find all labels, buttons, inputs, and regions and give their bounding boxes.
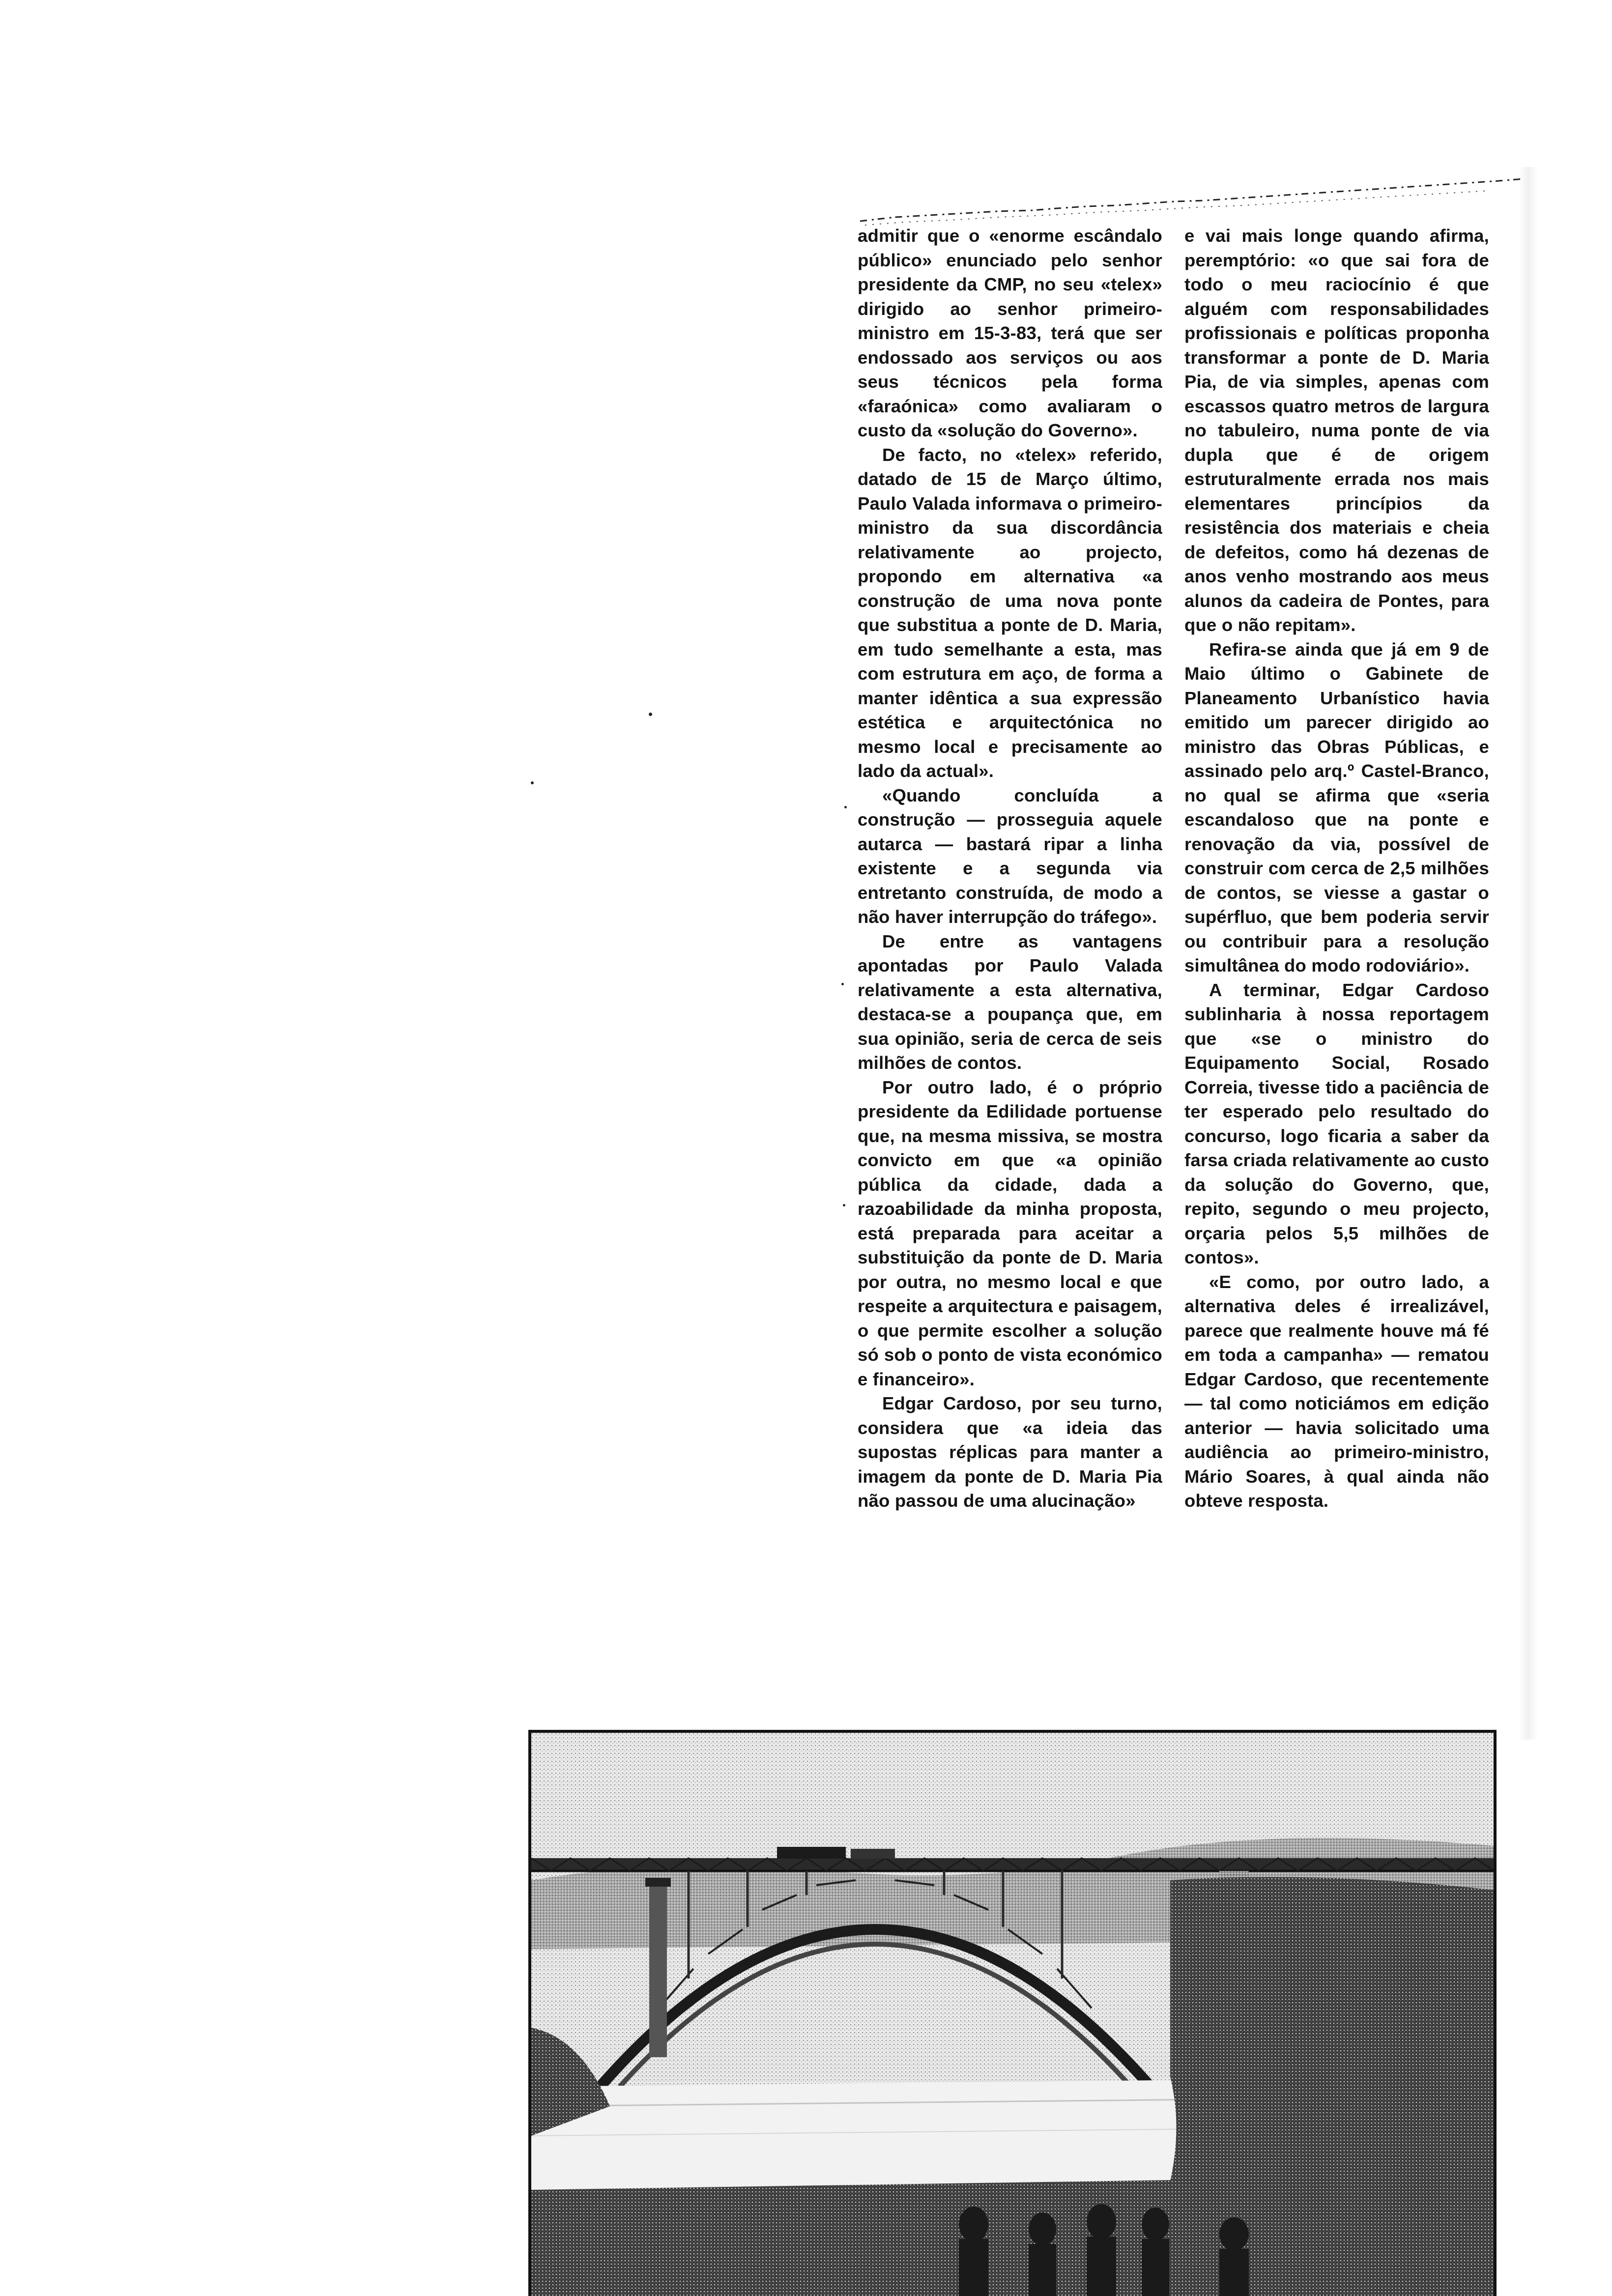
paragraph: Edgar Cardoso, por seu turno, considera que «a ideia das supostas réplicas para manter a imagem da ponte de D. Maria Pia não passou de uma alucinação» (858, 1393, 1162, 1511)
photocopy-speck (841, 983, 844, 985)
bridge-image (531, 1733, 1495, 2296)
paragraph: e vai mais longe quando afirma, peremptório: «o que sai fora de todo o meu raciocínio é que alguém com responsabilidades profissionais e políticas proponha transformar a ponte de D. Maria Pia, de via simples, apenas com escassos quatro metros de largura no tabuleiro, numa ponte de via dupla que é de origem estruturalmente errada nos mais elementares princípios da resistência dos materiais e cheia de defeitos, como há dezenas de anos venho mostrando aos meus alunos da cadeira de Pontes, para que o não repitam». (1184, 226, 1489, 635)
photocopy-speck (649, 713, 652, 716)
photocopy-speck (531, 781, 534, 784)
article-column-right (1184, 224, 1489, 1722)
paragraph: admitir que o «enorme escândalo público» enunciado pelo senhor presidente da CMP, no seu «telex» dirigido ao senhor primeiro-ministro em 15-3-83, terá que ser endossado aos serviços ou aos seus técnicos pela forma «faraónica» como avaliaram o custo da «solução do Governo». (858, 226, 1162, 440)
paragraph: «E como, por outro lado, a alternativa deles é irrealizável, parece que realmente houve má fé em toda a campanha» — rematou Edgar Cardoso, que recentemente — tal como noticiámos em edição anterior — havia solicitado uma audiência ao primeiro-ministro, Mário Soares, à qual ainda não obteve resposta. (1184, 1271, 1489, 1511)
paragraph: De facto, no «telex» referido, datado de 15 de Março último, Paulo Valada informava o primeiro-ministro da sua discordância relativamente ao projecto, propondo em alternativa «a construção de uma nova ponte que substitua a ponte de D. Maria, em tudo semelhante a esta, mas com estrutura em aço, de forma a manter idêntica a sua expressão estética e arquitectónica no mesmo local e precisamente ao lado da actual». (858, 444, 1162, 781)
paragraph: De entre as vantagens apontadas por Paulo Valada relativamente a esta alternativa, destaca-se a poupança que, em sua opinião, seria de cerca de seis milhões de contos. (858, 931, 1162, 1073)
article-body (858, 224, 1501, 1722)
paragraph: A terminar, Edgar Cardoso sublinharia à nossa reportagem que «se o ministro do Equipamento Social, Rosado Correia, tivesse tido a paciência de ter esperado pelo resultado do concurso, logo ficaria a saber da farsa criada relativamente ao custo da solução do Governo, que, repito, segundo o meu projecto, orçaria pelos 5,5 milhões de contos». (1184, 979, 1489, 1267)
paragraph: «Quando concluída a construção — prosseguia aquele autarca — bastará ripar a linha existente e a segunda via entretanto construída, de modo a não haver interrupção do tráfego». (858, 785, 1162, 927)
photocopy-speck (844, 806, 847, 808)
paragraph: Refira-se ainda que já em 9 de Maio último o Gabinete de Planeamento Urbanístico havia emitido um parecer dirigido ao ministro das Obras Públicas, e assinado pelo arq.º Castel-Branco, no qual se afirma que «seria escandaloso que na ponte e renovação da via, possível de construir com cerca de 2,5 milhões de contos, se viesse a gastar o supérfluo, que bem poderia servir ou contribuir para a resolução simultânea do modo rodoviário». (1184, 639, 1489, 976)
article-column-left (858, 224, 1162, 1722)
clipping-edge-shadow (1519, 167, 1538, 1740)
photocopy-speck (843, 1204, 845, 1206)
bridge-photograph (528, 1730, 1497, 2296)
paragraph: Por outro lado, é o próprio presidente da Edilidade portuense que, na mesma missiva, se mostra convicto em que «a opinião pública da cidade, dada a razoabilidade da minha proposta, está preparada para aceitar a substituição da ponte de D. Maria por outra, no mesmo local e que respeite a arquitectura e paisagem, o que permite escolher a solução só sob o ponto de vista económico e financeiro». (858, 1077, 1162, 1389)
